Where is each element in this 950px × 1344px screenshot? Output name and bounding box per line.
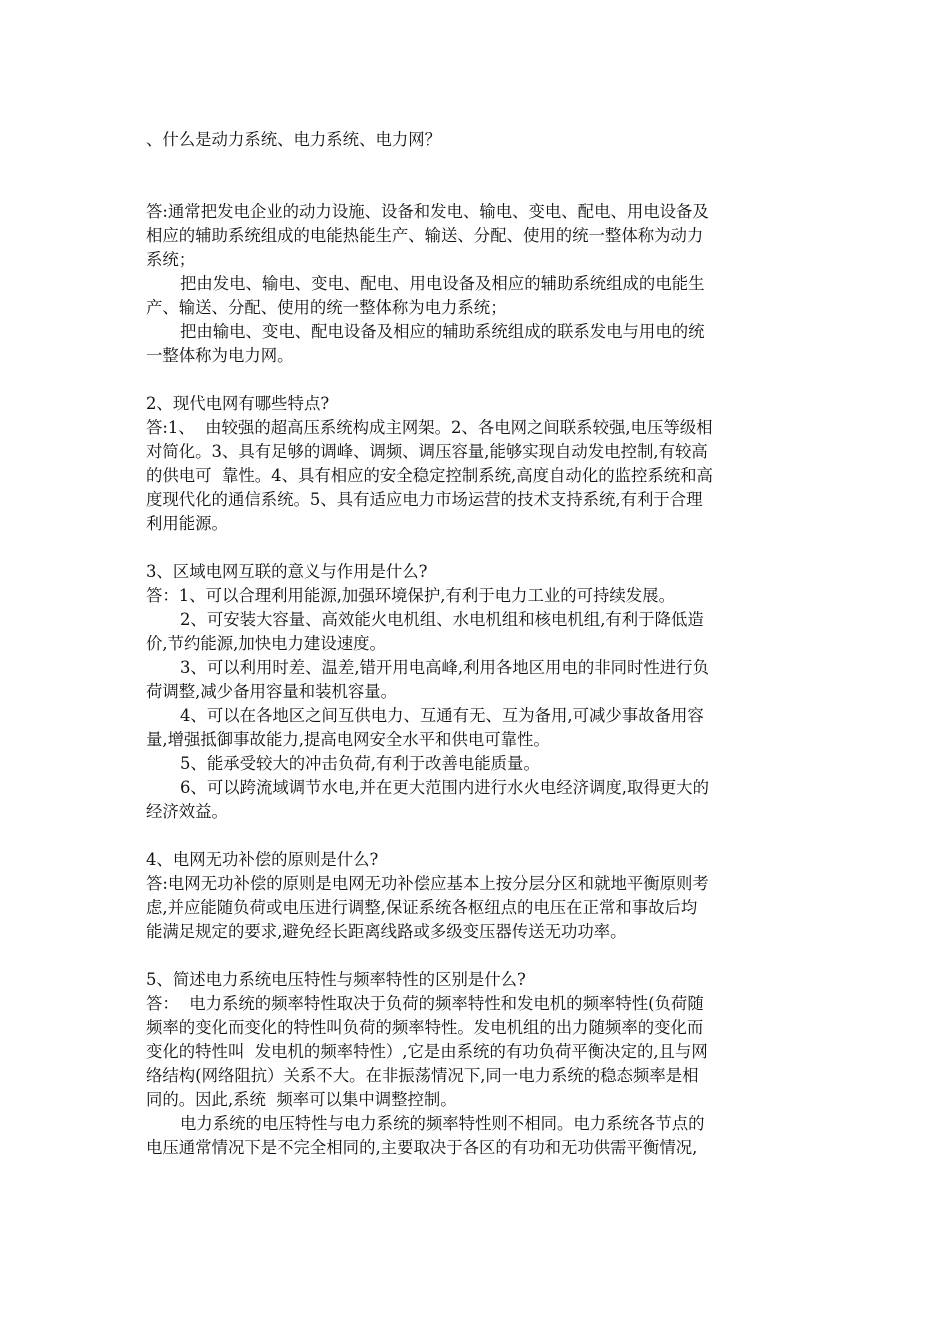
- question-3: 3、区域电网互联的意义与作用是什么?: [146, 562, 428, 581]
- question-4: 4、电网无功补偿的原则是什么?: [146, 850, 379, 869]
- question-5: 5、简述电力系统电压特性与频率特性的区别是什么?: [146, 970, 526, 989]
- document-page: [146, 0, 810, 1160]
- answer-1-para3-line-1: 把由输电、变电、配电设备及相应的辅助系统组成的联系发电与用电的统: [180, 322, 705, 341]
- answer-3-item-6-line-2: 经济效益。: [146, 802, 228, 821]
- question-1: 、什么是动力系统、电力系统、电力网？: [146, 130, 442, 149]
- answer-3-item-3-line-2: 荷调整,减少备用容量和装机容量。: [146, 682, 398, 701]
- answer-3-item-4-line-1: 4、可以在各地区之间互供电力、互通有无、互为备用,可减少事故备用容: [180, 706, 704, 725]
- answer-2-line-1: 答:1、 由较强的超高压系统构成主网架。2、各电网之间联系较强,电压等级相: [146, 418, 713, 437]
- answer-5-line-2: 频率的变化而变化的特性叫负荷的频率特性。发电机组的出力随频率的变化而: [146, 1018, 704, 1037]
- answer-3-item-3-line-1: 3、可以利用时差、温差,错开用电高峰,利用各地区用电的非同时性进行负: [180, 658, 709, 677]
- answer-5-line-5: 同的。因此,系统 频率可以集中调整控制。: [146, 1090, 457, 1109]
- answer-4-line-2: 虑,并应能随负荷或电压进行调整,保证系统各枢纽点的电压在正常和事故后均: [146, 898, 698, 917]
- answer-3-item-2-line-1: 2、可安装大容量、高效能火电机组、水电机组和核电机组,有利于降低造: [180, 610, 704, 629]
- answer-3-item-1: 答：1、可以合理利用能源,加强环境保护,有利于电力工业的可持续发展。: [146, 586, 675, 605]
- answer-1-para3-line-2: 一整体称为电力网。: [146, 346, 294, 365]
- answer-5-line-3: 变化的特性叫 发电机的频率特性）,它是由系统的有功负荷平衡决定的,且与网: [146, 1042, 708, 1061]
- answer-3-item-4-line-2: 量,增强抵御事故能力,提高电网安全水平和供电可靠性。: [146, 730, 550, 749]
- answer-5-line-4: 络结构(网络阻抗）关系不大。在非振荡情况下,同一电力系统的稳态频率是相: [146, 1066, 699, 1085]
- answer-2-line-5: 利用能源。: [146, 514, 228, 533]
- answer-1-para2-line-2: 产、输送、分配、使用的统一整体称为电力系统；: [146, 298, 507, 317]
- answer-3-item-2-line-2: 价,节约能源,加快电力建设速度。: [146, 634, 386, 653]
- answer-1-line-2: 相应的辅助系统组成的电能热能生产、输送、分配、使用的统一整体称为动力: [146, 226, 704, 245]
- answer-1-line-3: 系统；: [146, 250, 196, 269]
- answer-3-item-6-line-1: 6、可以跨流域调节水电,并在更大范围内进行水火电经济调度,取得更大的: [180, 778, 709, 797]
- answer-3-item-5-line-1: 5、能承受较大的冲击负荷,有利于改善电能质量。: [180, 754, 540, 773]
- answer-2-line-2: 对简化。3、具有足够的调峰、调频、调压容量,能够实现自动发电控制,有较高: [146, 442, 708, 461]
- answer-4-line-1: 答:电网无功补偿的原则是电网无功补偿应基本上按分层分区和就地平衡原则考: [146, 874, 709, 893]
- answer-5-line-1: 答： 电力系统的频率特性取决于负荷的频率特性和发电机的频率特性(负荷随: [146, 994, 704, 1013]
- answer-4-line-3: 能满足规定的要求,避免经长距离线路或多级变压器传送无功功率。: [146, 922, 627, 941]
- answer-5-para2-line-1: 电力系统的电压特性与电力系统的频率特性则不相同。电力系统各节点的: [180, 1114, 705, 1133]
- answer-2-line-4: 度现代化的通信系统。5、具有适应电力市场运营的技术支持系统,有利于合理: [146, 490, 703, 509]
- answer-1-para2-line-1: 把由发电、输电、变电、配电、用电设备及相应的辅助系统组成的电能生: [180, 274, 705, 293]
- question-2: 2、现代电网有哪些特点?: [146, 394, 330, 413]
- answer-2-line-3: 的供电可 靠性。4、具有相应的安全稳定控制系统,高度自动化的监控系统和高: [146, 466, 713, 485]
- answer-5-para2-line-2: 电压通常情况下是不完全相同的,主要取决于各区的有功和无功供需平衡情况,: [146, 1138, 698, 1157]
- answer-1-line-1: 答:通常把发电企业的动力设施、设备和发电、输电、变电、配电、用电设备及: [146, 202, 709, 221]
